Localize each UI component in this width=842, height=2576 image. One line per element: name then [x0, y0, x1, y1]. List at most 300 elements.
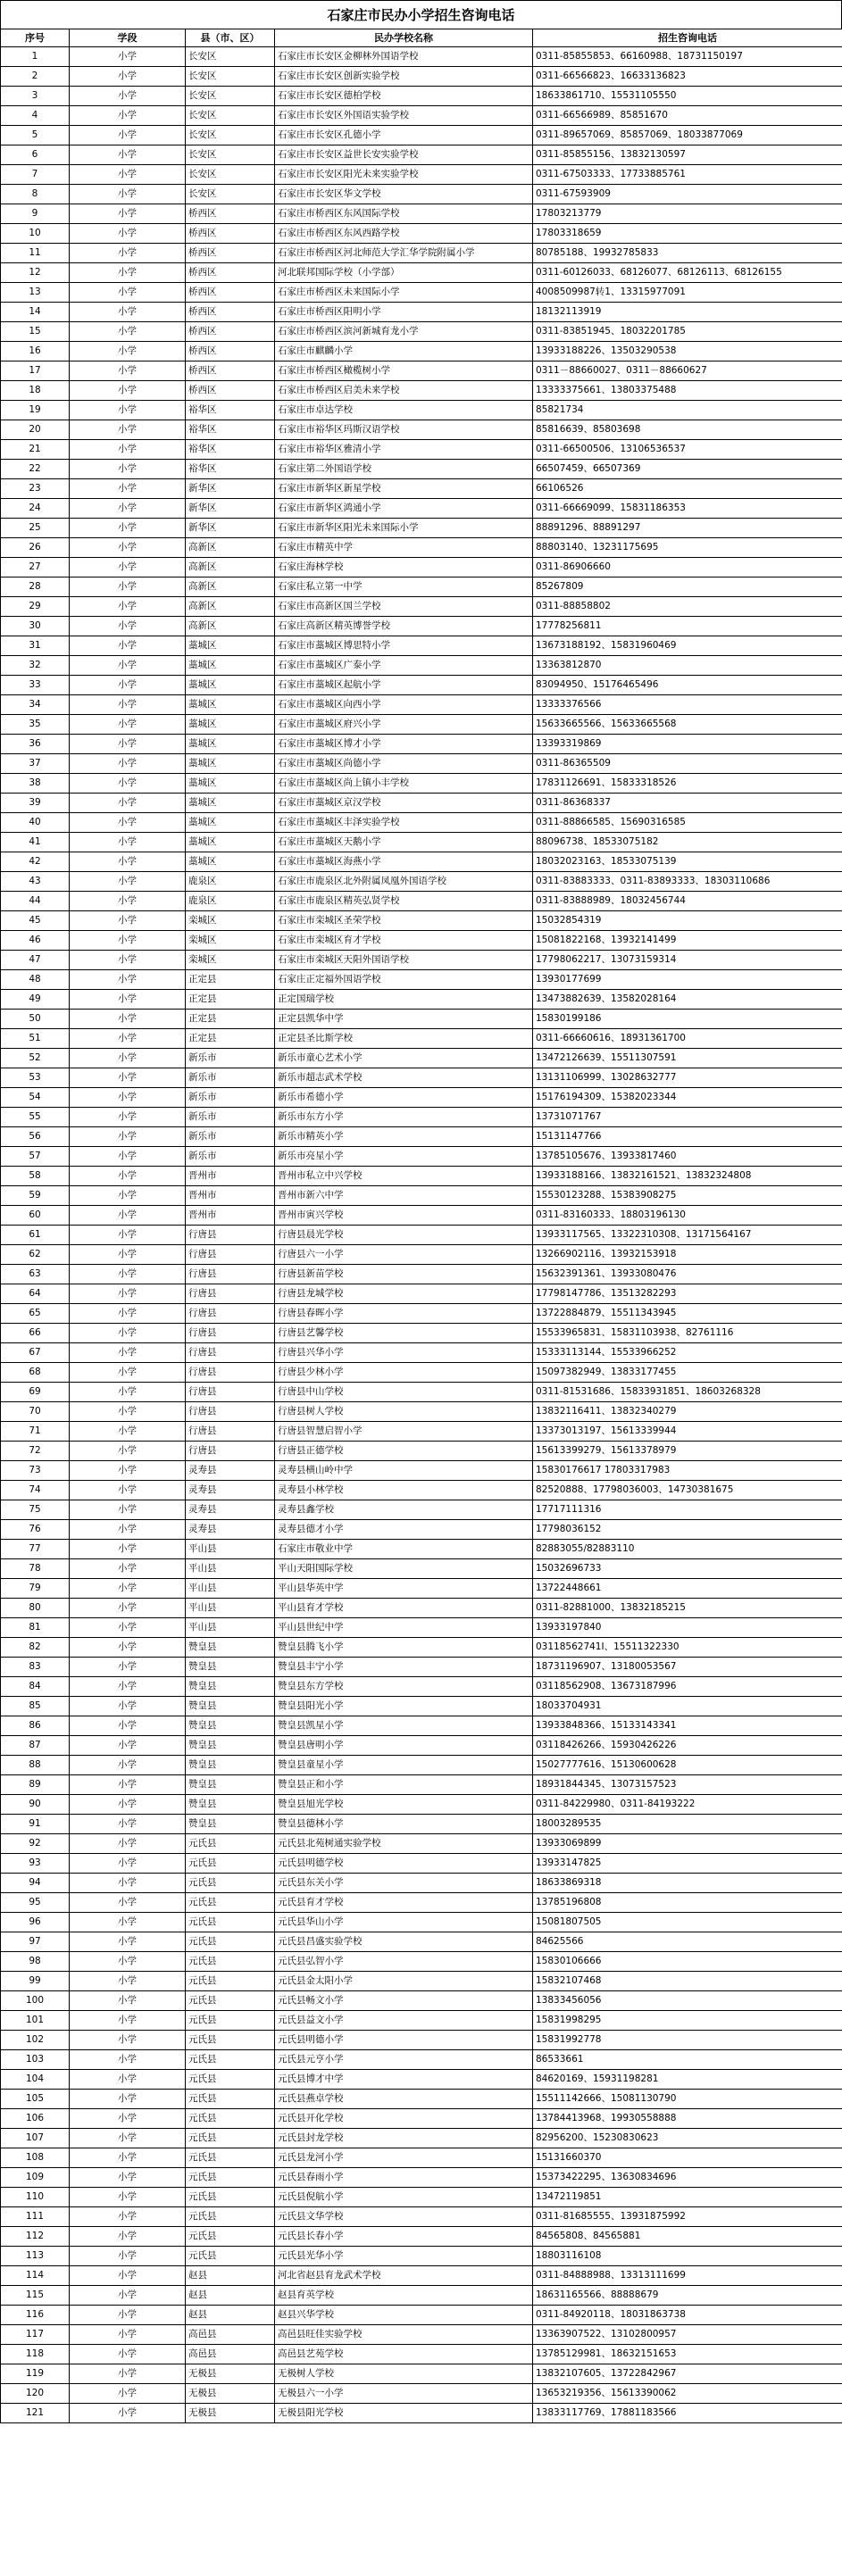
cell-school-name: 石家庄市新华区新星学校	[275, 479, 533, 499]
cell-school-name: 正定县圣比斯学校	[275, 1029, 533, 1049]
cell-phone: 13472126639、15511307591	[533, 1049, 842, 1068]
cell-stage: 小学	[70, 106, 186, 126]
cell-school-name: 新乐市亮星小学	[275, 1147, 533, 1167]
cell-index: 52	[1, 1049, 70, 1068]
table-row	[1, 519, 842, 538]
cell-phone: 17803213779	[533, 204, 842, 224]
cell-index: 70	[1, 1402, 70, 1422]
cell-stage: 小学	[70, 1500, 186, 1520]
cell-district: 栾城区	[186, 931, 275, 951]
table-row	[1, 204, 842, 224]
table-row	[1, 1893, 842, 1913]
cell-district: 行唐县	[186, 1343, 275, 1363]
cell-district: 藁城区	[186, 754, 275, 774]
cell-district: 行唐县	[186, 1245, 275, 1265]
cell-index: 27	[1, 558, 70, 578]
cell-district: 赞皇县	[186, 1815, 275, 1834]
cell-district: 元氏县	[186, 2109, 275, 2129]
cell-phone: 15530123288、15383908275	[533, 1186, 842, 1206]
cell-school-name: 石家庄市桥西区阳明小学	[275, 303, 533, 322]
cell-stage: 小学	[70, 794, 186, 813]
cell-phone: 15633665566、15633665568	[533, 715, 842, 735]
cell-stage: 小学	[70, 1618, 186, 1638]
table-row	[1, 420, 842, 440]
table-row	[1, 303, 842, 322]
cell-school-name: 元氏县开化学校	[275, 2109, 533, 2129]
cell-index: 10	[1, 224, 70, 244]
cell-stage: 小学	[70, 1049, 186, 1068]
cell-phone: 15333113144、15533966252	[533, 1343, 842, 1363]
cell-index: 50	[1, 1010, 70, 1029]
cell-stage: 小学	[70, 2011, 186, 2031]
cell-index: 89	[1, 1775, 70, 1795]
cell-stage: 小学	[70, 401, 186, 420]
cell-district: 裕华区	[186, 460, 275, 479]
cell-school-name: 石家庄市藁城区京汉学校	[275, 794, 533, 813]
cell-index: 86	[1, 1716, 70, 1736]
cell-school-name: 新乐市超志武术学校	[275, 1068, 533, 1088]
cell-school-name: 河北联邦国际学校（小学部）	[275, 263, 533, 283]
cell-phone: 82956200、15230830623	[533, 2129, 842, 2148]
cell-school-name: 元氏县元亨小学	[275, 2050, 533, 2070]
cell-school-name: 行唐县少林小学	[275, 1363, 533, 1383]
cell-stage: 小学	[70, 578, 186, 597]
table-row	[1, 656, 842, 676]
cell-school-name: 元氏县昌盛实验学校	[275, 1932, 533, 1952]
cell-index: 112	[1, 2227, 70, 2247]
cell-stage: 小学	[70, 951, 186, 970]
cell-district: 行唐县	[186, 1304, 275, 1324]
cell-phone: 13333375661、13803375488	[533, 381, 842, 401]
cell-district: 元氏县	[186, 1932, 275, 1952]
cell-school-name: 行唐县智慧启智小学	[275, 1422, 533, 1442]
cell-index: 121	[1, 2404, 70, 2423]
table-row	[1, 2031, 842, 2050]
cell-stage: 小学	[70, 636, 186, 656]
cell-district: 赵县	[186, 2306, 275, 2325]
cell-phone: 13363812870	[533, 656, 842, 676]
cell-index: 12	[1, 263, 70, 283]
cell-index: 23	[1, 479, 70, 499]
cell-school-name: 元氏县金太阳小学	[275, 1972, 533, 1991]
cell-phone: 13785129981、18632151653	[533, 2345, 842, 2364]
cell-phone: 17717111316	[533, 1500, 842, 1520]
cell-stage: 小学	[70, 1422, 186, 1442]
cell-phone: 80785188、19932785833	[533, 244, 842, 263]
cell-phone: 13933188226、13503290538	[533, 342, 842, 361]
cell-index: 75	[1, 1500, 70, 1520]
cell-index: 81	[1, 1618, 70, 1638]
table-row	[1, 126, 842, 145]
cell-index: 96	[1, 1913, 70, 1932]
cell-index: 109	[1, 2168, 70, 2188]
table-row	[1, 1265, 842, 1284]
cell-phone: 13131106999、13028632777	[533, 1068, 842, 1088]
cell-index: 90	[1, 1795, 70, 1815]
cell-stage: 小学	[70, 774, 186, 794]
cell-phone: 0311-83883333、0311-83893333、18303110686	[533, 872, 842, 892]
cell-index: 68	[1, 1363, 70, 1383]
cell-district: 新乐市	[186, 1108, 275, 1127]
cell-phone: 17798147786、13513282293	[533, 1284, 842, 1304]
cell-stage: 小学	[70, 1481, 186, 1500]
cell-district: 新华区	[186, 499, 275, 519]
cell-school-name: 赞皇县丰宁小学	[275, 1658, 533, 1677]
cell-phone: 84625566	[533, 1932, 842, 1952]
cell-index: 91	[1, 1815, 70, 1834]
cell-phone: 15533965831、15831103938、82761116	[533, 1324, 842, 1343]
cell-stage: 小学	[70, 499, 186, 519]
table-row	[1, 1010, 842, 1029]
cell-phone: 0311-82881000、13832185215	[533, 1599, 842, 1618]
cell-school-name: 石家庄市桥西区东风国际学校	[275, 204, 533, 224]
cell-index: 48	[1, 970, 70, 990]
cell-phone: 86533661	[533, 2050, 842, 2070]
cell-phone: 17778256811	[533, 617, 842, 636]
table-row	[1, 361, 842, 381]
table-row	[1, 735, 842, 754]
table-row	[1, 1500, 842, 1520]
cell-district: 赞皇县	[186, 1697, 275, 1716]
cell-index: 54	[1, 1088, 70, 1108]
cell-stage: 小学	[70, 597, 186, 617]
cell-district: 高新区	[186, 578, 275, 597]
cell-stage: 小学	[70, 2266, 186, 2286]
cell-district: 元氏县	[186, 2050, 275, 2070]
table-row	[1, 2188, 842, 2207]
cell-stage: 小学	[70, 872, 186, 892]
cell-stage: 小学	[70, 931, 186, 951]
cell-school-name: 赵县兴华学校	[275, 2306, 533, 2325]
table-row	[1, 2050, 842, 2070]
cell-phone: 88891296、88891297	[533, 519, 842, 538]
cell-index: 110	[1, 2188, 70, 2207]
cell-school-name: 石家庄市长安区金柳林外国语学校	[275, 47, 533, 67]
cell-stage: 小学	[70, 283, 186, 303]
cell-index: 97	[1, 1932, 70, 1952]
table-row	[1, 342, 842, 361]
cell-district: 长安区	[186, 106, 275, 126]
table-row	[1, 1913, 842, 1932]
cell-stage: 小学	[70, 1775, 186, 1795]
table-row	[1, 1088, 842, 1108]
cell-stage: 小学	[70, 2148, 186, 2168]
cell-index: 74	[1, 1481, 70, 1500]
cell-school-name: 平山县育才学校	[275, 1599, 533, 1618]
cell-phone: 13933069899	[533, 1834, 842, 1854]
table-row	[1, 1599, 842, 1618]
cell-district: 元氏县	[186, 2148, 275, 2168]
cell-district: 正定县	[186, 990, 275, 1010]
cell-stage: 小学	[70, 676, 186, 695]
cell-district: 高新区	[186, 538, 275, 558]
cell-stage: 小学	[70, 1186, 186, 1206]
cell-district: 裕华区	[186, 420, 275, 440]
cell-district: 元氏县	[186, 1972, 275, 1991]
cell-district: 行唐县	[186, 1422, 275, 1442]
cell-phone: 0311-84229980、0311-84193222	[533, 1795, 842, 1815]
cell-stage: 小学	[70, 1442, 186, 1461]
cell-phone: 13785105676、13933817460	[533, 1147, 842, 1167]
cell-phone: 0311-83851945、18032201785	[533, 322, 842, 342]
cell-index: 104	[1, 2070, 70, 2090]
cell-school-name: 河北省赵县育龙武术学校	[275, 2266, 533, 2286]
cell-district: 高邑县	[186, 2345, 275, 2364]
table-row	[1, 263, 842, 283]
cell-stage: 小学	[70, 1638, 186, 1658]
cell-stage: 小学	[70, 1913, 186, 1932]
table-row	[1, 106, 842, 126]
cell-stage: 小学	[70, 2188, 186, 2207]
cell-district: 行唐县	[186, 1226, 275, 1245]
cell-stage: 小学	[70, 1854, 186, 1874]
cell-index: 115	[1, 2286, 70, 2306]
cell-phone: 0311-66566823、16633136823	[533, 67, 842, 87]
cell-district: 平山县	[186, 1540, 275, 1559]
cell-school-name: 石家庄市裕华区玛斯汉语学校	[275, 420, 533, 440]
cell-school-name: 正定国瑞学校	[275, 990, 533, 1010]
table-row	[1, 1461, 842, 1481]
cell-index: 22	[1, 460, 70, 479]
cell-district: 桥西区	[186, 283, 275, 303]
cell-stage: 小学	[70, 479, 186, 499]
cell-school-name: 灵寿县鑫学校	[275, 1500, 533, 1520]
table-row	[1, 2404, 842, 2423]
cell-district: 灵寿县	[186, 1520, 275, 1540]
cell-index: 119	[1, 2364, 70, 2384]
cell-stage: 小学	[70, 892, 186, 911]
cell-district: 元氏县	[186, 1893, 275, 1913]
cell-phone: 17798062217、13073159314	[533, 951, 842, 970]
cell-district: 元氏县	[186, 1952, 275, 1972]
cell-phone: 85821734	[533, 401, 842, 420]
table-row	[1, 2384, 842, 2404]
cell-district: 晋州市	[186, 1206, 275, 1226]
cell-index: 118	[1, 2345, 70, 2364]
table-row	[1, 1068, 842, 1088]
cell-index: 94	[1, 1874, 70, 1893]
header-school-name: 民办学校名称	[275, 29, 533, 47]
table-row	[1, 1186, 842, 1206]
cell-district: 高新区	[186, 617, 275, 636]
cell-phone: 0311-88858802	[533, 597, 842, 617]
cell-index: 20	[1, 420, 70, 440]
cell-index: 101	[1, 2011, 70, 2031]
cell-index: 99	[1, 1972, 70, 1991]
cell-district: 行唐县	[186, 1265, 275, 1284]
cell-index: 28	[1, 578, 70, 597]
table-row	[1, 381, 842, 401]
cell-school-name: 石家庄市长安区益世长安实验学校	[275, 145, 533, 165]
cell-phone: 15830106666	[533, 1952, 842, 1972]
cell-stage: 小学	[70, 303, 186, 322]
cell-index: 5	[1, 126, 70, 145]
table-row	[1, 499, 842, 519]
cell-stage: 小学	[70, 852, 186, 872]
cell-stage: 小学	[70, 1324, 186, 1343]
table-row	[1, 695, 842, 715]
table-row	[1, 322, 842, 342]
cell-stage: 小学	[70, 1795, 186, 1815]
cell-phone: 0311-67593909	[533, 185, 842, 204]
cell-district: 行唐县	[186, 1442, 275, 1461]
table-row	[1, 1029, 842, 1049]
cell-phone: 03118426266、15930426226	[533, 1736, 842, 1756]
cell-index: 42	[1, 852, 70, 872]
cell-phone: 66106526	[533, 479, 842, 499]
cell-stage: 小学	[70, 2325, 186, 2345]
cell-phone: 13933117565、13322310308、13171564167	[533, 1226, 842, 1245]
table-row	[1, 1127, 842, 1147]
cell-district: 赵县	[186, 2286, 275, 2306]
cell-school-name: 石家庄市长安区孔德小学	[275, 126, 533, 145]
cell-stage: 小学	[70, 1697, 186, 1716]
cell-index: 6	[1, 145, 70, 165]
cell-school-name: 无极县阳光学校	[275, 2404, 533, 2423]
cell-school-name: 石家庄市桥西区东风西路学校	[275, 224, 533, 244]
cell-school-name: 元氏县北苑树通实验学校	[275, 1834, 533, 1854]
cell-stage: 小学	[70, 2070, 186, 2090]
cell-phone: 13393319869	[533, 735, 842, 754]
cell-school-name: 行唐县晨光学校	[275, 1226, 533, 1245]
table-row	[1, 597, 842, 617]
cell-index: 87	[1, 1736, 70, 1756]
cell-school-name: 行唐县六一小学	[275, 1245, 533, 1265]
cell-index: 95	[1, 1893, 70, 1913]
cell-school-name: 石家庄市藁城区丰泽实验学校	[275, 813, 533, 833]
cell-school-name: 石家庄市藁城区尚上镇小丰学校	[275, 774, 533, 794]
cell-stage: 小学	[70, 1245, 186, 1265]
cell-school-name: 行唐县中山学校	[275, 1383, 533, 1402]
cell-stage: 小学	[70, 1991, 186, 2011]
cell-index: 55	[1, 1108, 70, 1127]
table-row	[1, 1245, 842, 1265]
cell-district: 赞皇县	[186, 1677, 275, 1697]
cell-stage: 小学	[70, 715, 186, 735]
cell-phone: 13784413968、19930558888	[533, 2109, 842, 2129]
cell-school-name: 石家庄市长安区华文学校	[275, 185, 533, 204]
cell-phone: 15831992778	[533, 2031, 842, 2050]
cell-district: 长安区	[186, 165, 275, 185]
cell-school-name: 元氏县弘智小学	[275, 1952, 533, 1972]
table-row	[1, 794, 842, 813]
cell-index: 100	[1, 1991, 70, 2011]
cell-phone: 0311-66500506、13106536537	[533, 440, 842, 460]
cell-phone: 13933147825	[533, 1854, 842, 1874]
cell-index: 61	[1, 1226, 70, 1245]
cell-district: 长安区	[186, 87, 275, 106]
cell-district: 长安区	[186, 185, 275, 204]
cell-index: 31	[1, 636, 70, 656]
cell-school-name: 石家庄市藁城区天鹅小学	[275, 833, 533, 852]
cell-district: 平山县	[186, 1559, 275, 1579]
cell-district: 灵寿县	[186, 1481, 275, 1500]
cell-district: 高新区	[186, 558, 275, 578]
cell-district: 晋州市	[186, 1186, 275, 1206]
cell-school-name: 元氏县明德学校	[275, 1854, 533, 1874]
cell-stage: 小学	[70, 2247, 186, 2266]
cell-phone: 0311-83888989、18032456744	[533, 892, 842, 911]
cell-phone: 0311-86365509	[533, 754, 842, 774]
cell-district: 藁城区	[186, 636, 275, 656]
cell-phone: 15511142666、15081130790	[533, 2090, 842, 2109]
cell-school-name: 赞皇县凯星小学	[275, 1716, 533, 1736]
table-row	[1, 1481, 842, 1500]
cell-school-name: 石家庄市藁城区博才小学	[275, 735, 533, 754]
cell-district: 新乐市	[186, 1127, 275, 1147]
cell-school-name: 石家庄市裕华区雅清小学	[275, 440, 533, 460]
cell-school-name: 石家庄正定福外国语学校	[275, 970, 533, 990]
cell-stage: 小学	[70, 2168, 186, 2188]
cell-stage: 小学	[70, 145, 186, 165]
cell-phone: 15131660370	[533, 2148, 842, 2168]
cell-phone: 13266902116、13932153918	[533, 1245, 842, 1265]
cell-district: 元氏县	[186, 2227, 275, 2247]
cell-district: 行唐县	[186, 1324, 275, 1343]
cell-index: 35	[1, 715, 70, 735]
cell-stage: 小学	[70, 833, 186, 852]
cell-stage: 小学	[70, 1068, 186, 1088]
cell-phone: 15027777616、15130600628	[533, 1756, 842, 1775]
cell-school-name: 正定县凯华中学	[275, 1010, 533, 1029]
cell-district: 新乐市	[186, 1088, 275, 1108]
cell-index: 37	[1, 754, 70, 774]
cell-phone: 03118562741I、15511322330	[533, 1638, 842, 1658]
cell-index: 25	[1, 519, 70, 538]
table-row	[1, 2090, 842, 2109]
cell-stage: 小学	[70, 126, 186, 145]
cell-index: 102	[1, 2031, 70, 2050]
cell-index: 43	[1, 872, 70, 892]
cell-index: 1	[1, 47, 70, 67]
cell-school-name: 石家庄市桥西区启美未来学校	[275, 381, 533, 401]
cell-stage: 小学	[70, 1815, 186, 1834]
table-header-row	[1, 29, 842, 47]
cell-phone: 82883055/82883110	[533, 1540, 842, 1559]
table-row	[1, 990, 842, 1010]
table-row	[1, 1324, 842, 1343]
cell-school-name: 新乐市精英小学	[275, 1127, 533, 1147]
cell-district: 赞皇县	[186, 1736, 275, 1756]
cell-school-name: 石家庄市栾城区圣荣学校	[275, 911, 533, 931]
cell-phone: 13363907522、13102800957	[533, 2325, 842, 2345]
cell-index: 106	[1, 2109, 70, 2129]
table-row	[1, 1226, 842, 1245]
cell-stage: 小学	[70, 1579, 186, 1599]
cell-stage: 小学	[70, 87, 186, 106]
cell-school-name: 石家庄市藁城区府兴小学	[275, 715, 533, 735]
cell-index: 92	[1, 1834, 70, 1854]
cell-district: 鹿泉区	[186, 872, 275, 892]
cell-stage: 小学	[70, 617, 186, 636]
cell-school-name: 元氏县龙河小学	[275, 2148, 533, 2168]
cell-stage: 小学	[70, 2129, 186, 2148]
table-row	[1, 2070, 842, 2090]
table-row	[1, 1618, 842, 1638]
cell-district: 无极县	[186, 2384, 275, 2404]
cell-district: 裕华区	[186, 440, 275, 460]
cell-school-name: 石家庄市长安区外国语实验学校	[275, 106, 533, 126]
cell-stage: 小学	[70, 420, 186, 440]
cell-district: 元氏县	[186, 1991, 275, 2011]
table-row	[1, 1697, 842, 1716]
cell-index: 78	[1, 1559, 70, 1579]
cell-school-name: 新乐市希德小学	[275, 1088, 533, 1108]
cell-phone: 18033704931	[533, 1697, 842, 1716]
header-district: 县（市、区）	[186, 29, 275, 47]
table-row	[1, 1677, 842, 1697]
cell-stage: 小学	[70, 1402, 186, 1422]
